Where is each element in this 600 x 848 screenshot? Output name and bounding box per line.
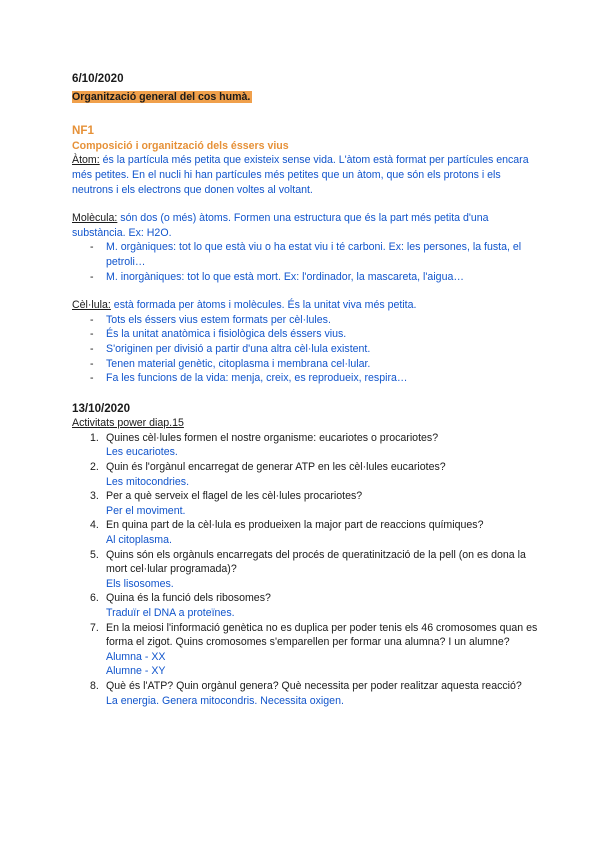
question-number: 2.: [90, 461, 99, 474]
section-title: [72, 90, 540, 105]
answer-text: Per el moviment.: [106, 504, 186, 517]
list-item: - És la unitat anatòmica i fisiològica dels éssers vius.: [72, 327, 540, 342]
atom-paragraph: [72, 153, 540, 197]
list-item: - M. inorgàniques: tot lo que està mort. Ex: l'ordinador, la mascareta, l'aigua…: [72, 270, 540, 285]
question-text: Quina és la funció dels ribosomes?: [106, 592, 271, 605]
list-item: - Fa les funcions de la vida: menja, creix, es reprodueix, respira…: [72, 371, 540, 386]
question-number: 5.: [90, 548, 99, 561]
cellula-text: està formada per àtoms i molècules. És la unitat viva més petita.: [110, 299, 417, 312]
answer-text: Les mitocondries.: [106, 475, 190, 488]
nf-code: NF1: [72, 124, 94, 138]
question-item: [72, 489, 540, 518]
date-heading-1: 6/10/2020: [72, 72, 124, 85]
answer-text: Alumna - XX: [106, 650, 166, 663]
question-number: 1.: [90, 431, 99, 444]
question-item: [72, 431, 540, 460]
question-item: [72, 518, 540, 547]
cellula-paragraph: [72, 298, 540, 313]
question-text: Per a què serveix el flagel de les cèl·lules procariotes?: [106, 490, 363, 503]
question-text: Quin és l'orgànul encarregat de generar ATP en les cèl·lules eucariotes?: [106, 461, 446, 474]
question-text: En quina part de la cèl·lula es produeixen la major part de reaccions químiques?: [106, 519, 484, 532]
activities-heading: Activitats power diap.15: [72, 417, 184, 430]
cellula-term: Cèl·lula:: [72, 299, 111, 312]
question-text: Què és l'ATP? Quin orgànul genera? Què necessita per poder realitzar aquesta reacció?: [106, 679, 522, 692]
question-item: [72, 591, 540, 620]
list-item: - Tots els éssers vius estem formats per cèl·lules.: [72, 313, 540, 328]
nf-subtitle: Composició i organització dels éssers vius: [72, 139, 289, 152]
question-number: 4.: [90, 519, 99, 532]
atom-term: Àtom:: [72, 154, 100, 167]
highlighted-title: Organització general del cos humà.: [72, 90, 251, 103]
question-number: 3.: [90, 490, 99, 503]
answer-text: Alumne - XY: [106, 665, 166, 678]
question-item: [72, 679, 540, 708]
list-item: - S'originen per divisió a partir d'una altra cèl·lula existent.: [72, 342, 540, 357]
cellula-list: [72, 313, 540, 386]
question-item: [72, 548, 540, 592]
molecula-term: Molècula:: [72, 212, 118, 225]
atom-text: és la partícula més petita que existeix sense vida. L'àtom està format per partícules encara més petites. En el nucli hi han partícules més petites que un àtom, que són els protons i els neutrons i els electrons que donen voltes al voltant.: [72, 154, 529, 196]
answer-text: Al citoplasma.: [106, 534, 172, 547]
question-text: Quins són els orgànuls encarregats del procés de queratinització de la pell (on es dona la mort cel·lular programada)?: [106, 548, 526, 576]
question-number: 8.: [90, 679, 99, 692]
question-item: [72, 460, 540, 489]
list-item: - M. orgàniques: tot lo que està viu o ha estat viu i té carboni. Ex: les persones, la fusta, el petroli…: [72, 240, 540, 269]
question-text: En la meiosi l'informació genètica no es duplica per poder tenis els 46 cromosomes quan es forma el zigot. Quins cromosomes s'emparellen per formar una alumna? I un alumne?: [106, 621, 538, 649]
answer-text: Les eucariotes.: [106, 446, 178, 459]
date-heading-2: 13/10/2020: [72, 401, 131, 415]
question-number: 6.: [90, 592, 99, 605]
answer-text: Els lisosomes.: [106, 577, 174, 590]
question-number: 7.: [90, 621, 99, 634]
molecula-list: [72, 240, 540, 284]
answer-text: La energia. Genera mitocondris. Necessita oxigen.: [106, 694, 344, 707]
molecula-paragraph: [72, 211, 540, 240]
answer-text: Traduïr el DNA a proteïnes.: [106, 607, 235, 619]
question-item: [72, 621, 540, 679]
question-text: Quines cèl·lules formen el nostre organisme: eucariotes o procariotes?: [106, 431, 439, 444]
questions-list: [72, 431, 540, 708]
molecula-text: són dos (o més) àtoms. Formen una estructura que és la part més petita d'una substància. Ex: H2O.: [72, 212, 489, 239]
list-item: - Tenen material genètic, citoplasma i membrana cel·lular.: [72, 357, 540, 372]
